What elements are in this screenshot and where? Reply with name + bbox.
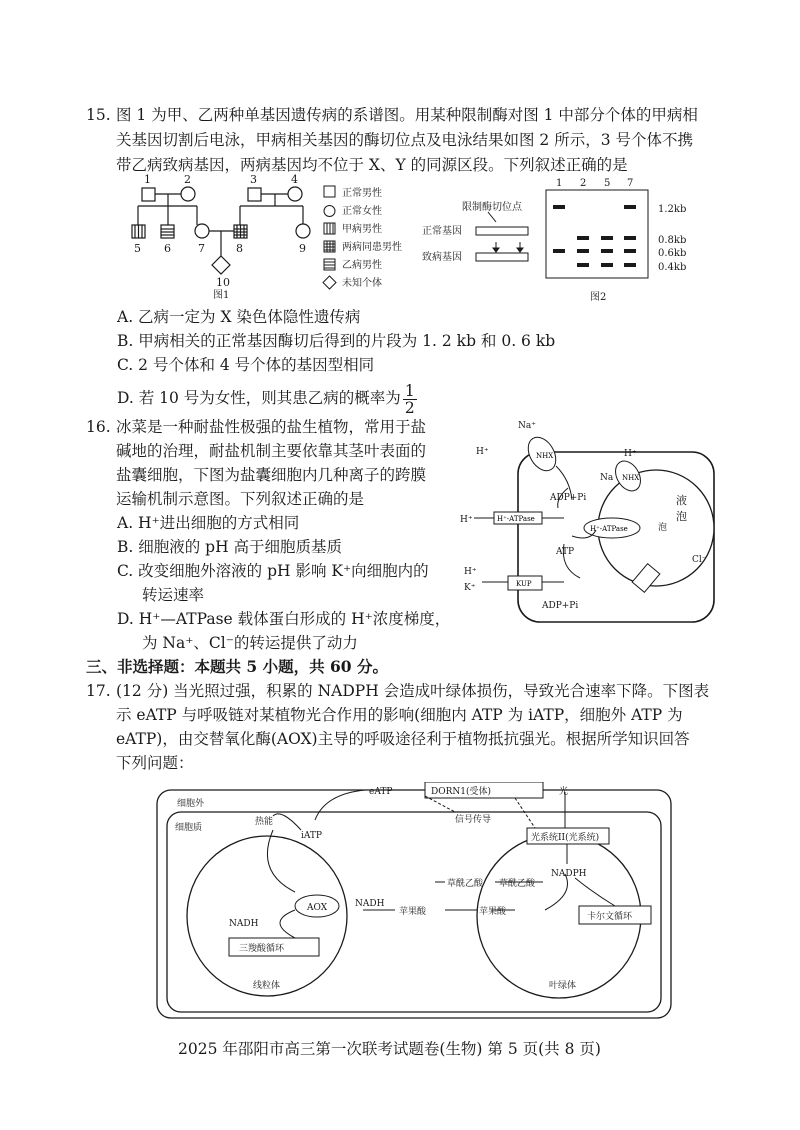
label-h-left-top: H⁺ [476,447,489,457]
q17-stem-line-2: 示 eATP 与呼吸链对某植物光合作用的影响(细胞内 ATP 为 iATP，细胞外 ATP 为 [116,706,683,724]
mutant-gene-label: 致病基因 [422,252,462,263]
band-lane7-0-4kb [624,263,636,267]
pedigree-id-4: 4 [291,173,298,186]
size-label-0-6kb: 0.6kb [658,248,687,259]
pedigree-id-8: 8 [236,242,243,255]
legend-jia-male: 甲病男性 [342,224,382,235]
q16-stem-line-2: 碱地的治理，耐盐机制主要依靠其茎叶表面的 [116,442,427,460]
enzyme-site-label: 限制酶切位点 [462,202,522,213]
band-lane2-0-8kb [577,236,589,240]
label-k-left: K⁺ [464,583,476,593]
q15-stem-line-2: 关基因切割后电泳，甲病相关基因的酶切位点及电泳结果如图 2 所示，3 号个体不携 [116,131,694,149]
label-tca: 三羧酸循环 [239,944,285,954]
band-lane7-0-8kb [624,236,636,240]
q15-option-d-text: D. 若 10 号为女性，则其患乙病的概率为 [117,389,401,407]
q15-option-b: B. 甲病相关的正常基因酶切后得到的片段为 1. 2 kb 和 0. 6 kb [117,332,556,350]
label-calvin: 卡尔文循环 [587,912,633,922]
label-malate-right: 苹果酸 [479,907,507,917]
band-lane2-0-4kb [577,263,589,267]
salt-cell-diagram [460,418,720,626]
pedigree-figure [120,170,430,305]
label-light: 光 [559,787,569,797]
label-cl: Cl⁻ [692,555,707,565]
band-lane5-0-8kb [601,236,613,240]
label-h-left-mid: H⁺ [460,515,473,525]
pedigree-id-1: 1 [144,173,151,186]
band-lane2-0-6kb [577,249,589,253]
q16-option-c-1: C. 改变细胞外溶液的 pH 影响 K⁺向细胞内的 [117,562,429,580]
normal-gene-label: 正常基因 [422,226,462,237]
h-atpase-vacuole-label: H⁺-ATPase [590,525,628,533]
legend-unknown: 未知个体 [342,278,382,289]
q15-stem-line-1: 图 1 为甲、乙两种单基因遗传病的系谱图。用某种限制酶对图 1 中部分个体的甲病相 [116,106,698,124]
band-lane1-0-6kb [553,249,565,253]
pedigree-id-5: 5 [134,242,141,255]
q17-stem-line-3: eATP)，由交替氧化酶(AOX)主导的呼吸途径利于植物抵抗强光。根据所学知识回答 [116,730,690,748]
label-oaa-left: 草酰乙酸 [447,879,484,889]
h-atpase-membrane-label: H⁺-ATPase [497,515,535,523]
q16-stem-line-1: 冰菜是一种耐盐性极强的盐生植物，常用于盐 [116,418,427,436]
pedigree-id-2: 2 [184,173,191,186]
lane-label-2: 2 [580,178,587,189]
label-atp: ATP [556,547,575,557]
label-adp-top: ADP+Pi [550,493,587,503]
q16-option-d-2: 为 Na⁺、Cl⁻的转运提供了动力 [142,634,358,652]
pedigree-id-10: 10 [216,276,230,289]
lane-label-5: 5 [604,178,611,189]
page-footer: 2025 年邵阳市高三第一次联考试题卷(生物) 第 5 页(共 8 页) [178,1040,601,1058]
kup-label: KUP [516,580,532,588]
band-lane7-0-6kb [624,249,636,253]
label-nadh-mito: NADH [229,919,259,929]
label-cytoplasm: 细胞质 [175,823,203,833]
lane-label-1: 1 [556,178,563,189]
label-mitochondrion: 线粒体 [253,981,281,991]
pedigree-id-9: 9 [299,242,306,255]
gel-caption: 图2 [590,292,607,302]
q16-stem-line-4: 运输机制示意图。下列叙述正确的是 [116,490,365,508]
q15-option-d [117,378,417,418]
band-lane5-0-6kb [601,249,613,253]
label-nadh-cyto: NADH [355,899,385,909]
fraction-numerator: 1 [404,381,415,400]
label-oaa-right: 草酰乙酸 [499,879,536,889]
q17-stem-line-1: (12 分) 当光照过强，积累的 NADPH 会造成叶绿体损伤，导致光合速率下降。下图表 [116,682,710,700]
q16-option-d-1: D. H⁺—ATPase 载体蛋白形成的 H⁺浓度梯度， [117,610,451,628]
label-adp-bottom: ADP+Pi [542,601,579,611]
eatp-aox-diagram [155,782,675,1022]
size-label-0-8kb: 0.8kb [658,235,687,246]
label-malate-left: 苹果酸 [399,907,427,917]
pedigree-id-7: 7 [198,242,205,255]
label-h-vacuole-top: H⁺ [624,449,637,459]
q16-option-c-2: 转运速率 [142,586,205,604]
label-h-left-bottom: H⁺ [464,567,477,577]
q15-number: 15. [86,106,111,124]
q15-option-a: A. 乙病一定为 X 染色体隐性遗传病 [117,308,361,326]
legend-both-male: 两病同患男性 [342,242,402,253]
label-na-vacuole: Na [600,473,614,483]
label-signal: 信号传导 [455,815,492,825]
label-vacuole-1: 液 [676,494,687,507]
label-aox: AOX [307,903,328,913]
pedigree-id-3: 3 [250,173,257,186]
q16-stem-line-3: 盐囊细胞，下图为盐囊细胞内几种离子的跨膜 [116,466,427,484]
size-label-0-4kb: 0.4kb [658,262,687,273]
label-outside: 细胞外 [177,799,205,809]
label-receptor: DORN1(受体) [431,787,491,797]
legend-yi-male: 乙病男性 [342,260,382,271]
q16-option-a: A. H⁺进出细胞的方式相同 [117,514,300,532]
label-heat: 热能 [255,817,274,827]
q17-number: 17. [86,682,111,700]
fraction-denominator: 2 [404,398,415,417]
band-lane1-1-2kb [553,205,565,209]
vacuole-label-2: 泡 [676,510,687,523]
q16-option-b: B. 细胞液的 pH 高于细胞质基质 [117,538,343,556]
q15-stem-line-3: 带乙病致病基因，两病基因均不位于 X、Y 的同源区段。下列叙述正确的是 [116,156,628,174]
band-lane7-1-2kb [624,205,636,209]
label-h-vacuole-mid: 泡 [658,523,668,533]
label-chloroplast: 叶绿体 [549,981,577,991]
label-nadph: NADPH [551,869,587,879]
band-lane5-0-4kb [601,263,613,267]
size-label-1-2kb: 1.2kb [658,204,687,215]
label-eatp: eATP [369,787,393,797]
legend-normal-male: 正常男性 [342,188,382,199]
nhx-label-cell: NHX [536,452,554,460]
pedigree-caption: 图1 [213,290,230,301]
q15-option-c: C. 2 号个体和 4 号个体的基因型相同 [117,356,375,374]
pedigree-id-6: 6 [164,242,171,255]
label-photosystem: 光系统II(光系统) [531,833,600,843]
label-na-top: Na⁺ [518,421,536,431]
lane-label-7: 7 [627,178,634,189]
nhx-label-vacuole: NHX [622,474,640,482]
gel-figure [420,172,720,302]
section-three-heading: 三、非选择题：本题共 5 小题，共 60 分。 [86,657,388,676]
label-iatp: iATP [301,831,322,841]
q15-option-d-fraction [403,383,417,416]
q16-number: 16. [86,418,111,436]
q17-stem-line-4: 下列问题： [116,754,194,772]
legend-normal-female: 正常女性 [342,206,382,217]
